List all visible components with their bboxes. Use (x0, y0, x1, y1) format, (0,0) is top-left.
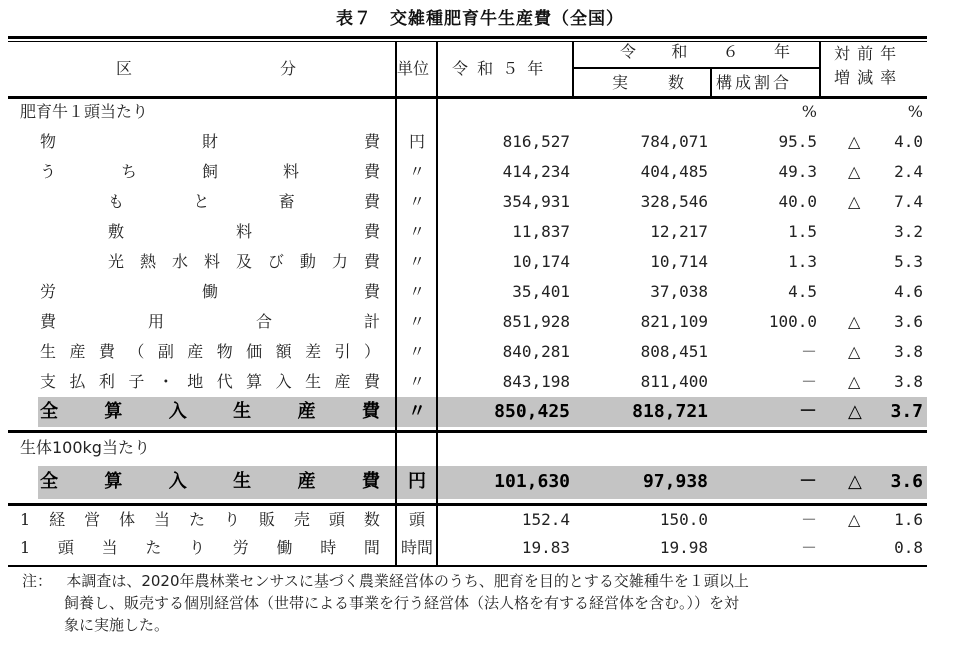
header-rule (8, 96, 927, 99)
row-label (40, 472, 380, 492)
header-actual-char: 実 (612, 73, 629, 92)
row-label-char: 物 (216, 342, 233, 361)
row-yoy-value: 0.8 (894, 538, 923, 557)
row-decrease-marker: △ (848, 401, 862, 422)
row-r6-value: 10,714 (650, 252, 708, 271)
row-r6-value: 19.98 (659, 538, 708, 557)
row-label-char: 差 (305, 342, 322, 361)
row-label-char: た (189, 510, 206, 529)
row-decrease-marker: △ (848, 471, 862, 492)
row-unit: 〃 (408, 372, 425, 391)
row-r5-value: 843,198 (502, 372, 570, 391)
section-label: 生体100kg当たり (20, 438, 150, 457)
row-decrease-marker: △ (848, 312, 861, 331)
row-r6-value: 818,721 (632, 401, 708, 422)
row-share-value: 4.5 (788, 282, 817, 301)
row-label-char: 合 (255, 312, 272, 331)
footnote-prefix: 注： (22, 572, 53, 590)
share-percent-unit: % (801, 102, 817, 121)
row-label (40, 402, 380, 422)
row-share-value: 40.0 (778, 192, 817, 211)
row-label-char: 費 (363, 282, 380, 301)
row-unit: 〃 (408, 282, 425, 301)
row-label-char: 及 (235, 252, 252, 271)
row-r5-value: 11,837 (512, 222, 570, 241)
col-rule-r5-right (572, 42, 574, 98)
row-yoy-value: 7.4 (894, 192, 923, 211)
row-label-char: 費 (361, 471, 380, 492)
row-unit: 〃 (408, 222, 425, 241)
row-label-char: も (108, 192, 125, 211)
row-yoy-value: 3.6 (890, 471, 923, 492)
row-yoy-value: 3.6 (894, 312, 923, 331)
row-label-char: 1 (20, 538, 31, 557)
header-unit: 単位 (397, 59, 430, 78)
row-label-char: 飼 (201, 162, 218, 181)
row-label-char: 売 (293, 510, 310, 529)
row-label-char: 費 (98, 342, 115, 361)
row-label-char: う (40, 162, 57, 181)
row-r5-value: 816,527 (502, 132, 570, 151)
yoy-percent-unit: % (907, 102, 923, 121)
row-share-value: － (800, 372, 817, 391)
row-r5-value: 152.4 (521, 510, 570, 529)
header-category (116, 59, 296, 79)
row-label-char: 生 (305, 372, 322, 391)
row-r6-value: 784,071 (640, 132, 708, 151)
row-yoy-value: 4.0 (894, 132, 923, 151)
row-label-char: 労 (40, 282, 57, 301)
footnote-line3: 象に実施した。 (64, 616, 170, 634)
row-r5-value: 19.83 (521, 538, 570, 557)
footnote (22, 570, 957, 636)
row-label (40, 162, 380, 182)
row-label-char: 物 (40, 132, 57, 151)
row-label-char: ち (120, 162, 137, 181)
row-label (40, 312, 380, 332)
row-label-char: 費 (363, 252, 380, 271)
row-label (40, 132, 380, 152)
row-label-char: 料 (203, 252, 220, 271)
row-label-char: 頭 (328, 510, 345, 529)
col-rule-share-right (819, 42, 821, 98)
row-unit: 頭 (408, 510, 425, 529)
row-label-char: 費 (363, 372, 380, 391)
row-decrease-marker: △ (848, 192, 861, 211)
row-label-char: 数 (363, 510, 380, 529)
row-label-char: 1 (20, 510, 31, 529)
row-r6-value: 97,938 (642, 471, 708, 492)
row-label-char: り (223, 510, 240, 529)
row-label-char: ） (363, 342, 380, 361)
row-label-char: 全 (40, 401, 58, 422)
row-label-char: 産 (297, 401, 316, 422)
row-label-char: 入 (168, 401, 187, 422)
row-label-char: 産 (334, 372, 351, 391)
row-label-char: 産 (69, 342, 86, 361)
row-label-char: 入 (168, 471, 187, 492)
row-r5-value: 101,630 (494, 471, 570, 492)
row-label-char: 支 (40, 372, 57, 391)
row-yoy-value: 3.2 (894, 222, 923, 241)
row-label-char: 畜 (278, 192, 295, 211)
row-label-char: 価 (246, 342, 263, 361)
row-label-char: 時 (320, 538, 337, 557)
row-label-char: 費 (363, 132, 380, 151)
row-decrease-marker: △ (848, 132, 861, 151)
row-r6-value: 808,451 (640, 342, 708, 361)
header-yoy-line2: 増 減 率 (834, 68, 898, 87)
row-label-char: 産 (297, 471, 316, 492)
row-label-char: 副 (157, 342, 174, 361)
row-label-char: 労 (232, 538, 249, 557)
row-yoy-value: 5.3 (894, 252, 923, 271)
col-rule-actual-right (710, 68, 712, 98)
row-label-char: 水 (171, 252, 188, 271)
row-unit: 時間 (400, 538, 433, 557)
row-label (20, 538, 380, 558)
top-rule-thick (8, 36, 927, 39)
row-r5-value: 10,174 (512, 252, 570, 271)
row-r6-value: 12,217 (650, 222, 708, 241)
header-r6-char: ６ (722, 42, 739, 61)
row-label (40, 372, 380, 392)
row-label-char: 働 (276, 538, 293, 557)
row-decrease-marker: △ (848, 510, 861, 529)
row-label-char: 産 (187, 342, 204, 361)
row-label-char: 生 (233, 471, 252, 492)
row-label-char: 算 (246, 372, 263, 391)
row-r6-value: 821,109 (640, 312, 708, 331)
row-label-char: 費 (40, 312, 57, 331)
row-yoy-value: 3.8 (894, 342, 923, 361)
row-label-char: 算 (104, 471, 123, 492)
row-label-char: 生 (233, 401, 252, 422)
row-label-char: 販 (258, 510, 275, 529)
header-r6-share: 構成割合 (716, 73, 793, 92)
footnote-line1: 本調査は、2020年農林業センサスに基づく農業経営体のうち、肥育を目的とする交雑種牛を１頭以上 (66, 572, 749, 590)
row-label-char: 体 (119, 510, 136, 529)
row-label-char: 財 (201, 132, 218, 151)
row-label-char: 費 (363, 162, 380, 181)
row-decrease-marker: △ (848, 372, 861, 391)
header-yoy-line1: 対 前 年 (834, 44, 898, 63)
row-yoy-value: 1.6 (894, 510, 923, 529)
row-label (108, 192, 380, 212)
row-label-char: 当 (154, 510, 171, 529)
row-share-value: 95.5 (778, 132, 817, 151)
row-label-char: た (145, 538, 162, 557)
row-label-char: 入 (275, 372, 292, 391)
row-yoy-value: 3.8 (894, 372, 923, 391)
row-label-char: り (189, 538, 206, 557)
row-label-char: （ (128, 342, 145, 361)
row-r5-value: 414,234 (502, 162, 570, 181)
row-unit: 円 (408, 471, 426, 492)
row-r5-value: 840,281 (502, 342, 570, 361)
row-share-value: 100.0 (768, 312, 817, 331)
row-label-char: 地 (187, 372, 204, 391)
row-share-value: 1.5 (788, 222, 817, 241)
header-r6-char: 令 (620, 42, 637, 61)
row-unit: 円 (408, 132, 425, 151)
row-share-value: 49.3 (778, 162, 817, 181)
row-share-value: 1.3 (788, 252, 817, 271)
header-r6-char: 和 (671, 42, 688, 61)
header-actual-char: 数 (667, 73, 684, 92)
row-label-char: 代 (216, 372, 233, 391)
row-unit: 〃 (408, 312, 425, 331)
row-label (20, 510, 380, 530)
header-r6-actual (612, 73, 684, 93)
row-label-char: 間 (363, 538, 380, 557)
table-title: 表７ 交雑種肥育牛生産費（全国） (336, 9, 624, 29)
header-category-char: 分 (279, 59, 296, 78)
row-label-char: 計 (363, 312, 380, 331)
subheader-rule (573, 67, 820, 69)
row-label-char: と (193, 192, 210, 211)
row-yoy-value: 2.4 (894, 162, 923, 181)
row-label (108, 252, 380, 272)
row-share-value: － (800, 510, 817, 529)
row-label-char: 料 (282, 162, 299, 181)
footnote-line2: 飼養し、販売する個別経営体（世帯による事業を行う経営体（法人格を有する経営体を含む。））を対 (64, 594, 740, 612)
row-label-char: 営 (84, 510, 101, 529)
section-rule-1 (8, 430, 927, 433)
row-r6-value: 404,485 (640, 162, 708, 181)
row-label-char: 生 (40, 342, 57, 361)
row-label-char: 費 (363, 192, 380, 211)
row-label-char: 当 (101, 538, 118, 557)
row-label-char: 用 (147, 312, 164, 331)
row-unit: 〃 (408, 162, 425, 181)
section-label: 肥育牛１頭当たり (20, 102, 149, 121)
section-rule-2 (8, 503, 927, 506)
header-r6-char: 年 (773, 42, 790, 61)
header-r5: 令 和 ５ 年 (452, 59, 546, 78)
row-share-value: － (799, 471, 817, 492)
row-label (108, 222, 380, 242)
row-label (40, 282, 380, 302)
row-label-char: 光 (108, 252, 125, 271)
row-r6-value: 37,038 (650, 282, 708, 301)
row-label-char: 力 (331, 252, 348, 271)
row-label-char: 子 (128, 372, 145, 391)
row-share-value: － (800, 342, 817, 361)
row-label-char: 引 (334, 342, 351, 361)
row-unit: 〃 (408, 192, 425, 211)
row-label-char: ・ (157, 372, 174, 391)
header-category-char: 区 (116, 59, 133, 78)
row-yoy-value: 4.6 (894, 282, 923, 301)
row-label-char: 全 (40, 471, 58, 492)
row-label-char: 料 (235, 222, 252, 241)
row-label-char: 働 (201, 282, 218, 301)
production-cost-table (8, 36, 927, 566)
row-label-char: 経 (49, 510, 66, 529)
row-r5-value: 35,401 (512, 282, 570, 301)
row-label-char: 払 (69, 372, 86, 391)
row-share-value: － (800, 538, 817, 557)
row-label-char: 算 (104, 401, 123, 422)
row-r5-value: 851,928 (502, 312, 570, 331)
row-decrease-marker: △ (848, 162, 861, 181)
row-label-char: 敷 (108, 222, 125, 241)
row-label-char: 費 (361, 401, 380, 422)
row-share-value: － (799, 401, 817, 422)
row-label-char: 費 (363, 222, 380, 241)
row-label-char: 頭 (57, 538, 74, 557)
row-label (40, 342, 380, 362)
row-unit: 〃 (408, 401, 426, 422)
row-label-char: 額 (275, 342, 292, 361)
row-r6-value: 811,400 (640, 372, 708, 391)
row-label-char: び (267, 252, 284, 271)
row-unit: 〃 (408, 342, 425, 361)
row-label-char: 熱 (139, 252, 156, 271)
row-r5-value: 850,425 (494, 401, 570, 422)
row-decrease-marker: △ (848, 342, 861, 361)
row-r5-value: 354,931 (502, 192, 570, 211)
header-r6 (620, 42, 790, 62)
row-label-char: 利 (98, 372, 115, 391)
bottom-rule (8, 565, 927, 567)
row-unit: 〃 (408, 252, 425, 271)
row-label-char: 動 (299, 252, 316, 271)
row-r6-value: 328,546 (640, 192, 708, 211)
row-yoy-value: 3.7 (890, 401, 923, 422)
row-r6-value: 150.0 (659, 510, 708, 529)
